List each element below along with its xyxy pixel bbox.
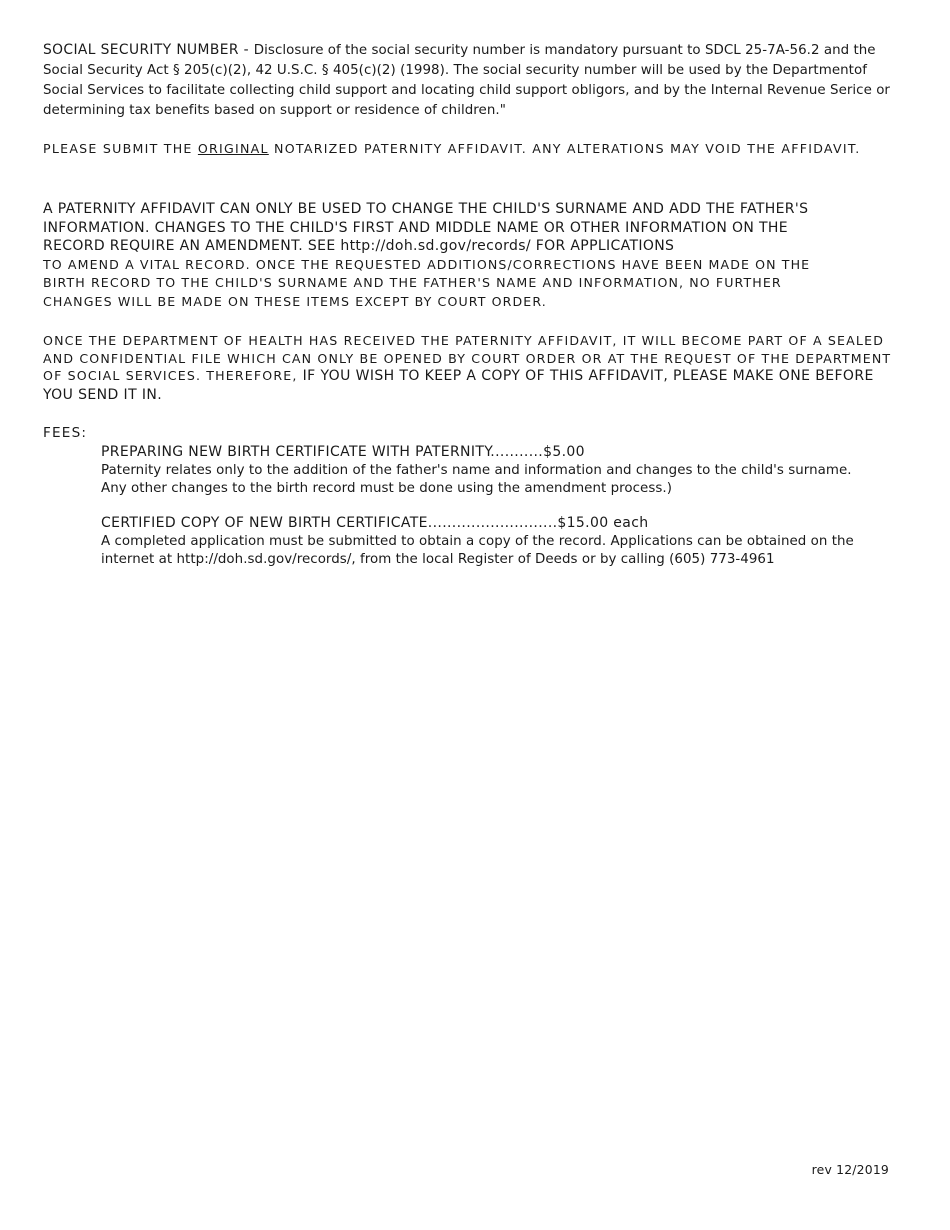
original-note-prefix: PLEASE SUBMIT THE — [43, 141, 198, 156]
surname-line-2: INFORMATION. CHANGES TO THE CHILD'S FIRST AND MIDDLE NAME OR OTHER INFORMATION ON THE — [43, 219, 788, 236]
fees-heading: FEES: — [43, 425, 88, 441]
ssn-disclosure — [43, 40, 893, 121]
keep-copy-emphasis: IF YOU WISH TO KEEP A COPY OF THIS AFFIDAVIT, PLEASE MAKE ONE BEFORE YOU SEND IT IN. — [43, 368, 874, 403]
surname-line-4: TO AMEND A VITAL RECORD. ONCE THE REQUESTED ADDITIONS/CORRECTIONS HAVE BEEN MADE ON THE — [43, 256, 811, 272]
surname-line-3: RECORD REQUIRE AN AMENDMENT. SEE http://doh.sd.gov/records/ FOR APPLICATIONS — [43, 238, 675, 254]
surname-change-note — [43, 200, 893, 311]
fee-item — [101, 513, 881, 568]
surname-line-6: CHANGES WILL BE MADE ON THESE ITEMS EXCEPT BY COURT ORDER. — [43, 293, 547, 309]
confidential-file-note — [43, 332, 893, 404]
revision-date: rev 12/2019 — [811, 1162, 889, 1177]
original-underlined: ORIGINAL — [197, 141, 269, 156]
fee-title: CERTIFIED COPY OF NEW BIRTH CERTIFICATE...........................$15.00 each — [101, 515, 649, 531]
fee-item — [101, 442, 881, 497]
original-note-suffix: NOTARIZED PATERNITY AFFIDAVIT. ANY ALTERATIONS MAY VOID THE AFFIDAVIT. — [268, 141, 861, 156]
original-affidavit-note — [43, 140, 893, 158]
fee-title: PREPARING NEW BIRTH CERTIFICATE WITH PATERNITY...........$5.00 — [101, 444, 585, 460]
ssn-heading: SOCIAL SECURITY NUMBER - — [43, 42, 254, 58]
confidential-text: ONCE THE DEPARTMENT OF HEALTH HAS RECEIVED THE PATERNITY AFFIDAVIT, IT WILL BECOME PART OF A SEALED AND CONFIDENTIAL FILE WHICH CAN ONLY BE OPENED BY COURT ORDER OR AT THE REQUEST OF THE DEPARTMENT OF SOCIAL SERVICES. THEREFORE, — [43, 333, 892, 383]
surname-line-1: A PATERNITY AFFIDAVIT CAN ONLY BE USED TO CHANGE THE CHILD'S SURNAME AND ADD THE FATHER'S — [43, 201, 809, 217]
fee-description: Paternity relates only to the addition of the father's name and information and changes to the child's surname. Any other changes to the birth record must be done using the amendment process.) — [101, 463, 852, 496]
ssn-body: Disclosure of the social security number is mandatory pursuant to SDCL 25-7A-56.2 and the Social Security Act § 205(c)(2), 42 U.S.C. § 405(c)(2) (1998). The social security number will be used by the Departmentof Social Services to facilitate collecting child support and locating child support obligors, and by the Internal Revenue Serice or determining tax benefits based on support or residence of children." — [43, 43, 890, 118]
fee-description: A completed application must be submitted to obtain a copy of the record. Applications can be obtained on the internet at http://doh.sd.gov/records/, from the local Register of Deeds or by calling (605) 773-4961 — [101, 534, 854, 567]
surname-line-5: BIRTH RECORD TO THE CHILD'S SURNAME AND THE FATHER'S NAME AND INFORMATION, NO FURTHER — [43, 275, 782, 290]
